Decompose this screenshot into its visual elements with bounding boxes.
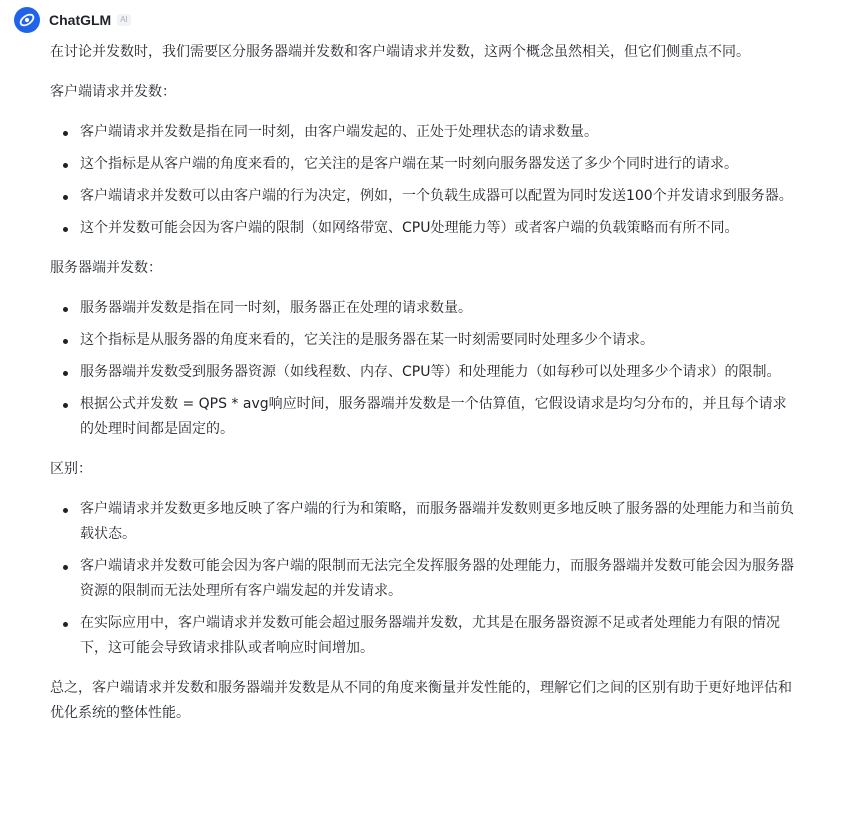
list-item: 客户端请求并发数可以由客户端的行为决定，例如，一个负载生成器可以配置为同时发送100个并发请求到服务器。 [50,184,795,209]
list-item: 这个指标是从客户端的角度来看的，它关注的是客户端在某一时刻向服务器发送了多少个同时进行的请求。 [50,152,795,177]
author-name: ChatGLM [49,12,112,28]
ai-badge: AI [117,14,131,26]
list-item: 客户端请求并发数是指在同一时刻，由客户端发起的、正处于处理状态的请求数量。 [50,120,795,145]
message-content [50,40,795,741]
list-item: 根据公式并发数 = QPS * avg响应时间，服务器端并发数是一个估算值，它假设请求是均匀分布的，并且每个请求的处理时间都是固定的。 [50,392,795,442]
list-item: 客户端请求并发数更多地反映了客户端的行为和策略，而服务器端并发数则更多地反映了服务器的处理能力和当前负载状态。 [50,497,795,547]
list-item: 客户端请求并发数可能会因为客户端的限制而无法完全发挥服务器的处理能力，而服务器端并发数可能会因为服务器资源的限制而无法处理所有客户端发起的并发请求。 [50,554,795,604]
client-concurrency-list [50,120,795,241]
avatar [14,7,40,33]
section-heading-difference: 区别： [50,461,92,477]
list-item: 这个并发数可能会因为客户端的限制（如网络带宽、CPU处理能力等）或者客户端的负载策略而有所不同。 [50,216,795,241]
message-header [14,6,131,34]
difference-list [50,497,795,661]
server-concurrency-list [50,296,795,442]
section-heading-client: 客户端请求并发数： [50,84,176,100]
chatglm-logo-icon [18,11,36,29]
conclusion-paragraph: 总之，客户端请求并发数和服务器端并发数是从不同的角度来衡量并发性能的，理解它们之间的区别有助于更好地评估和优化系统的整体性能。 [50,680,792,721]
list-item: 服务器端并发数受到服务器资源（如线程数、内存、CPU等）和处理能力（如每秒可以处理多少个请求）的限制。 [50,360,795,385]
list-item: 在实际应用中，客户端请求并发数可能会超过服务器端并发数，尤其是在服务器资源不足或者处理能力有限的情况下，这可能会导致请求排队或者响应时间增加。 [50,611,795,661]
section-heading-server: 服务器端并发数： [50,260,162,276]
intro-paragraph: 在讨论并发数时，我们需要区分服务器端并发数和客户端请求并发数，这两个概念虽然相关，但它们侧重点不同。 [50,44,750,60]
list-item: 服务器端并发数是指在同一时刻，服务器正在处理的请求数量。 [50,296,795,321]
list-item: 这个指标是从服务器的角度来看的，它关注的是服务器在某一时刻需要同时处理多少个请求。 [50,328,795,353]
